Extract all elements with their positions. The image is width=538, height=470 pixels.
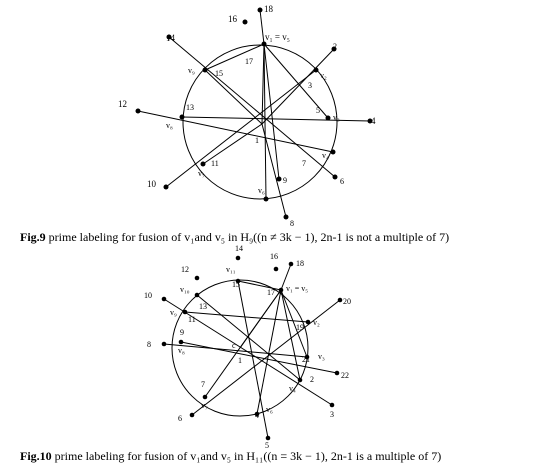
fig10-label-v3: v₃ xyxy=(318,352,325,361)
fig10-caption xyxy=(20,449,441,463)
fig9-num-4: 4 xyxy=(371,116,376,126)
fig10-vertex-v8 xyxy=(179,340,184,345)
fig9-num-9: 9 xyxy=(283,176,287,185)
fig10-num-5: 5 xyxy=(265,441,269,450)
fig9-caption xyxy=(20,230,449,244)
fig10-vertex-10 xyxy=(162,297,167,302)
fig10-label-v6: v₆ xyxy=(266,405,273,414)
fig9-spoke-center-v7 xyxy=(203,124,262,164)
fig10-vertex-v4 xyxy=(298,378,303,383)
fig10-num-12: 12 xyxy=(181,265,189,274)
fig9-vertex-6 xyxy=(333,175,338,180)
fig9-num-14: 14 xyxy=(166,33,175,43)
fig10-num-3: 3 xyxy=(330,410,334,419)
fig9-spoke-4-v8 xyxy=(182,117,370,121)
fig10-num-10: 10 xyxy=(144,291,152,300)
fig9-num-18: 18 xyxy=(264,4,273,14)
fig10-label-v8: v₈ xyxy=(178,346,185,355)
fig10-num-20: 20 xyxy=(343,297,351,306)
fig10-vertex-v7 xyxy=(203,395,208,400)
fig10-chord-v1-v6 xyxy=(257,290,281,414)
fig9-caption-text: prime labeling for fusion of v₁and v₅ in H₉((n ≠ 3k − 1), 2n-1 is not a multiple of 7) xyxy=(45,230,450,244)
fig9-num-12: 12 xyxy=(118,99,127,109)
fig9-vertex-v7 xyxy=(201,162,206,167)
fig9-num-15: 15 xyxy=(215,69,223,78)
fig10-label-v9: v₉ xyxy=(170,308,177,317)
fig10-vertex-8 xyxy=(162,342,167,347)
figure-10-vertices xyxy=(162,256,343,441)
fig10-num-16: 16 xyxy=(270,252,278,261)
fig10-vertex-3 xyxy=(330,403,335,408)
fig9-chord-v1-18 xyxy=(260,10,264,44)
fig10-vertex-5 xyxy=(266,436,271,441)
fig10-label-v11: v₁₁ xyxy=(226,265,236,274)
fig9-label-v1: v₁ = v₅ xyxy=(265,32,290,42)
fig9-spoke-v9-center xyxy=(205,70,262,124)
fig9-label-v2: v₂ xyxy=(320,71,327,80)
fig9-spoke-12-v4 xyxy=(138,111,333,152)
fig9-num-13: 13 xyxy=(186,103,194,112)
fig10-vertex-22 xyxy=(335,371,340,376)
fig9-label-v9: v₉ xyxy=(188,66,195,75)
fig9-vertex-9 xyxy=(277,177,282,182)
fig9-vertex-v8 xyxy=(180,115,185,120)
fig9-chord-v9-v1 xyxy=(205,44,264,70)
fig10-num-21: 21 xyxy=(302,355,310,364)
fig10-num-9: 9 xyxy=(180,328,184,337)
fig10-vertex-6 xyxy=(190,413,195,418)
fig9-vertex-v2 xyxy=(314,68,319,73)
fig10-num-18: 18 xyxy=(296,259,304,268)
fig10-num-17: 17 xyxy=(267,288,275,297)
fig10-vertex-20 xyxy=(338,298,343,303)
fig9-vertex-16 xyxy=(243,20,248,25)
fig10-caption-bold: Fig.10 xyxy=(20,449,52,463)
fig10-num-1: 1 xyxy=(238,356,242,365)
fig9-num-11: 11 xyxy=(211,159,219,168)
fig10-label-v7: v₇ xyxy=(201,401,208,410)
fig9-num-16: 16 xyxy=(228,14,237,24)
fig9-label-v3: v₃ xyxy=(333,113,340,122)
fig10-spoke-v9-v2 xyxy=(185,312,308,322)
fig10-vertex-14 xyxy=(236,256,241,261)
fig10-label-v4: v₄ xyxy=(289,384,296,393)
fig10-num-8: 8 xyxy=(147,340,151,349)
fig9-label-v8: v₈ xyxy=(166,121,173,130)
fig10-vertex-18 xyxy=(289,262,294,267)
fig9-chord-v1-9 xyxy=(264,44,279,179)
fig10-vertex-16 xyxy=(274,267,279,272)
fig10-num-7: 7 xyxy=(201,380,205,389)
fig10-vertex-v2 xyxy=(306,320,311,325)
fig9-num-10: 10 xyxy=(147,179,156,189)
fig9-vertex-v6 xyxy=(264,197,269,202)
fig9-vertex-8 xyxy=(284,215,289,220)
fig10-num-11: 11 xyxy=(188,315,196,324)
fig10-vertex-12 xyxy=(195,276,200,281)
fig10-num-2: 2 xyxy=(310,375,314,384)
fig10-label-v2: v₂ xyxy=(313,318,320,327)
fig10-label-c: c xyxy=(232,341,236,350)
fig9-chord-v1-center xyxy=(262,44,264,124)
fig10-num-22: 22 xyxy=(341,371,349,380)
fig9-caption-bold: Fig.9 xyxy=(20,230,46,244)
fig9-vertex-v4 xyxy=(331,150,336,155)
fig9-num-6: 6 xyxy=(340,177,344,186)
fig9-num-2: 2 xyxy=(333,42,337,51)
fig9-num-17: 17 xyxy=(245,57,253,66)
fig9-num-8: 8 xyxy=(290,219,294,228)
figure-10-labels xyxy=(144,244,351,450)
fig9-vertex-v9 xyxy=(203,68,208,73)
fig10-num-15: 15 xyxy=(232,280,240,289)
figure-9-labels xyxy=(118,4,376,228)
fig9-num-5: 5 xyxy=(316,106,320,115)
fig9-spoke-10-v2 xyxy=(166,70,316,187)
fig9-num-3: 3 xyxy=(308,81,312,90)
fig9-label-v7: v₇ xyxy=(198,169,205,178)
fig10-label-v1: v₁ = v₅ xyxy=(286,284,309,293)
fig9-vertex-10 xyxy=(164,185,169,190)
fig10-num-4: 4 xyxy=(255,411,259,420)
fig10-label-v10: v₁₀ xyxy=(180,285,190,294)
fig9-label-v4: v₄ xyxy=(322,151,329,160)
fig10-num-13: 13 xyxy=(199,302,207,311)
fig10-vertex-v9 xyxy=(183,310,188,315)
fig10-num-6: 6 xyxy=(178,414,182,423)
fig10-num-19: 19 xyxy=(296,323,304,332)
fig10-caption-text: prime labeling for fusion of v₁and v₅ in H₁₁((n = 3k − 1), 2n-1 is a multiple of 7) xyxy=(51,449,442,463)
fig9-vertex-v3 xyxy=(326,116,331,121)
fig9-num-7: 7 xyxy=(302,159,306,168)
fig9-num-1: 1 xyxy=(255,136,259,145)
fig10-vertex-v10 xyxy=(195,293,200,298)
fig9-vertex-12 xyxy=(136,109,141,114)
fig10-vertex-v1 xyxy=(279,288,284,293)
fig10-num-14: 14 xyxy=(235,244,243,253)
figure-10 xyxy=(164,264,340,438)
fig9-label-v6: v₆ xyxy=(258,186,265,195)
fig9-vertex-v1 xyxy=(262,42,267,47)
fig9-vertex-18 xyxy=(258,8,263,13)
